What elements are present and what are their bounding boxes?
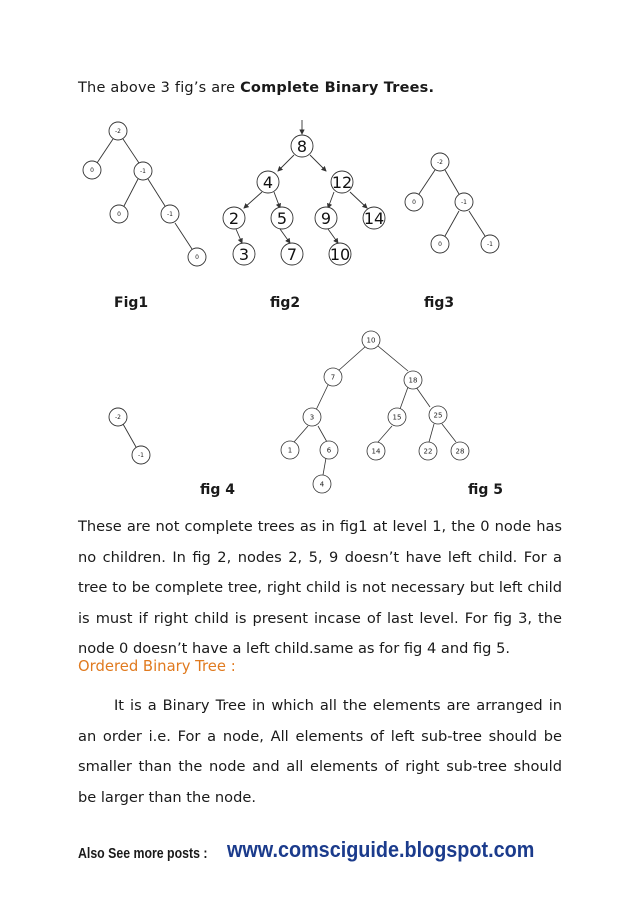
fig1-node: -1 [140,168,146,175]
fig2-node: 4 [262,173,274,192]
section-heading: Ordered Binary Tree : [78,658,236,675]
fig2-caption: fig2 [270,295,301,311]
fig2-node: 8 [296,137,308,156]
fig5-node: 3 [309,413,315,422]
fig2-node: 9 [320,209,332,228]
intro-text: The above 3 fig’s are [78,80,241,96]
fig5-node: 14 [371,447,381,456]
paragraph-line: These are not complete trees as in fig1 at level 1, the 0 node has [78,518,562,535]
fig5-node: 22 [423,447,433,456]
fig1-node: 0 [195,254,199,261]
fig5-node: 18 [408,376,418,385]
fig4-node: -2 [115,414,121,421]
fig1-caption: Fig1 [114,295,149,311]
fig3-node: -2 [437,159,443,166]
fig1-node: 0 [90,167,94,174]
fig5-node: 4 [319,480,325,489]
fig2-node: 2 [228,209,240,228]
fig5-caption: fig 5 [468,482,504,498]
fig3-node: 0 [438,241,442,248]
paragraph-line: smaller than the node and all elements of right sub-tree should [78,758,562,775]
fig1-node: -2 [115,128,121,135]
fig1-node: 0 [117,211,121,218]
paragraph-line: be larger than the node. [78,788,256,806]
fig5-node: 6 [326,446,332,455]
fig3-node: -1 [487,241,493,248]
paragraph-line: an order i.e. For a node, All elements of left sub-tree should be [78,727,562,745]
fig2-node: 14 [363,209,385,228]
fig3-node: 0 [412,199,416,206]
fig5-tree [270,325,480,495]
fig2-node: 12 [331,173,353,192]
fig4-tree [100,400,160,470]
definition-paragraph [78,691,562,813]
fig5-node: 10 [366,336,376,345]
fig5-node: 15 [392,413,402,422]
fig1-tree [72,115,212,275]
footer-lead: Also See more posts : [78,846,208,862]
fig3-node: -1 [461,199,467,206]
paragraph-line: tree to be complete tree, right child is not necessary but left child [78,579,562,596]
paragraph-line: node 0 doesn’t have a left child.same as for fig 4 and fig 5. [78,640,510,657]
fig4-caption: fig 4 [200,482,236,498]
explanation-paragraph [78,512,562,665]
fig5-node: 1 [287,446,293,455]
fig2-node: 5 [276,209,288,228]
fig2-node: 3 [238,245,250,264]
paragraph-line: no children. In fig 2, nodes 2, 5, 9 doesn’t have left child. For a [78,548,562,566]
fig1-node: -1 [167,211,173,218]
fig3-tree [395,145,510,260]
fig5-node: 28 [455,447,465,456]
paragraph-line: It is a Binary Tree in which all the elements are arranged in [114,697,562,714]
paragraph-line: is must if right child is present incase of last level. For fig 3, the [78,609,562,627]
fig2-node: 7 [286,245,298,264]
footer-link[interactable]: www.comsciguide.blogspot.com [227,837,535,862]
intro-line [78,80,434,96]
fig2-node: 10 [329,245,351,264]
fig5-node: 25 [433,411,443,420]
fig5-node: 7 [330,373,336,382]
fig3-caption: fig3 [424,295,455,311]
fig4-node: -1 [138,452,144,459]
fig2-tree [210,115,400,275]
intro-bold: Complete Binary Trees. [240,80,435,96]
